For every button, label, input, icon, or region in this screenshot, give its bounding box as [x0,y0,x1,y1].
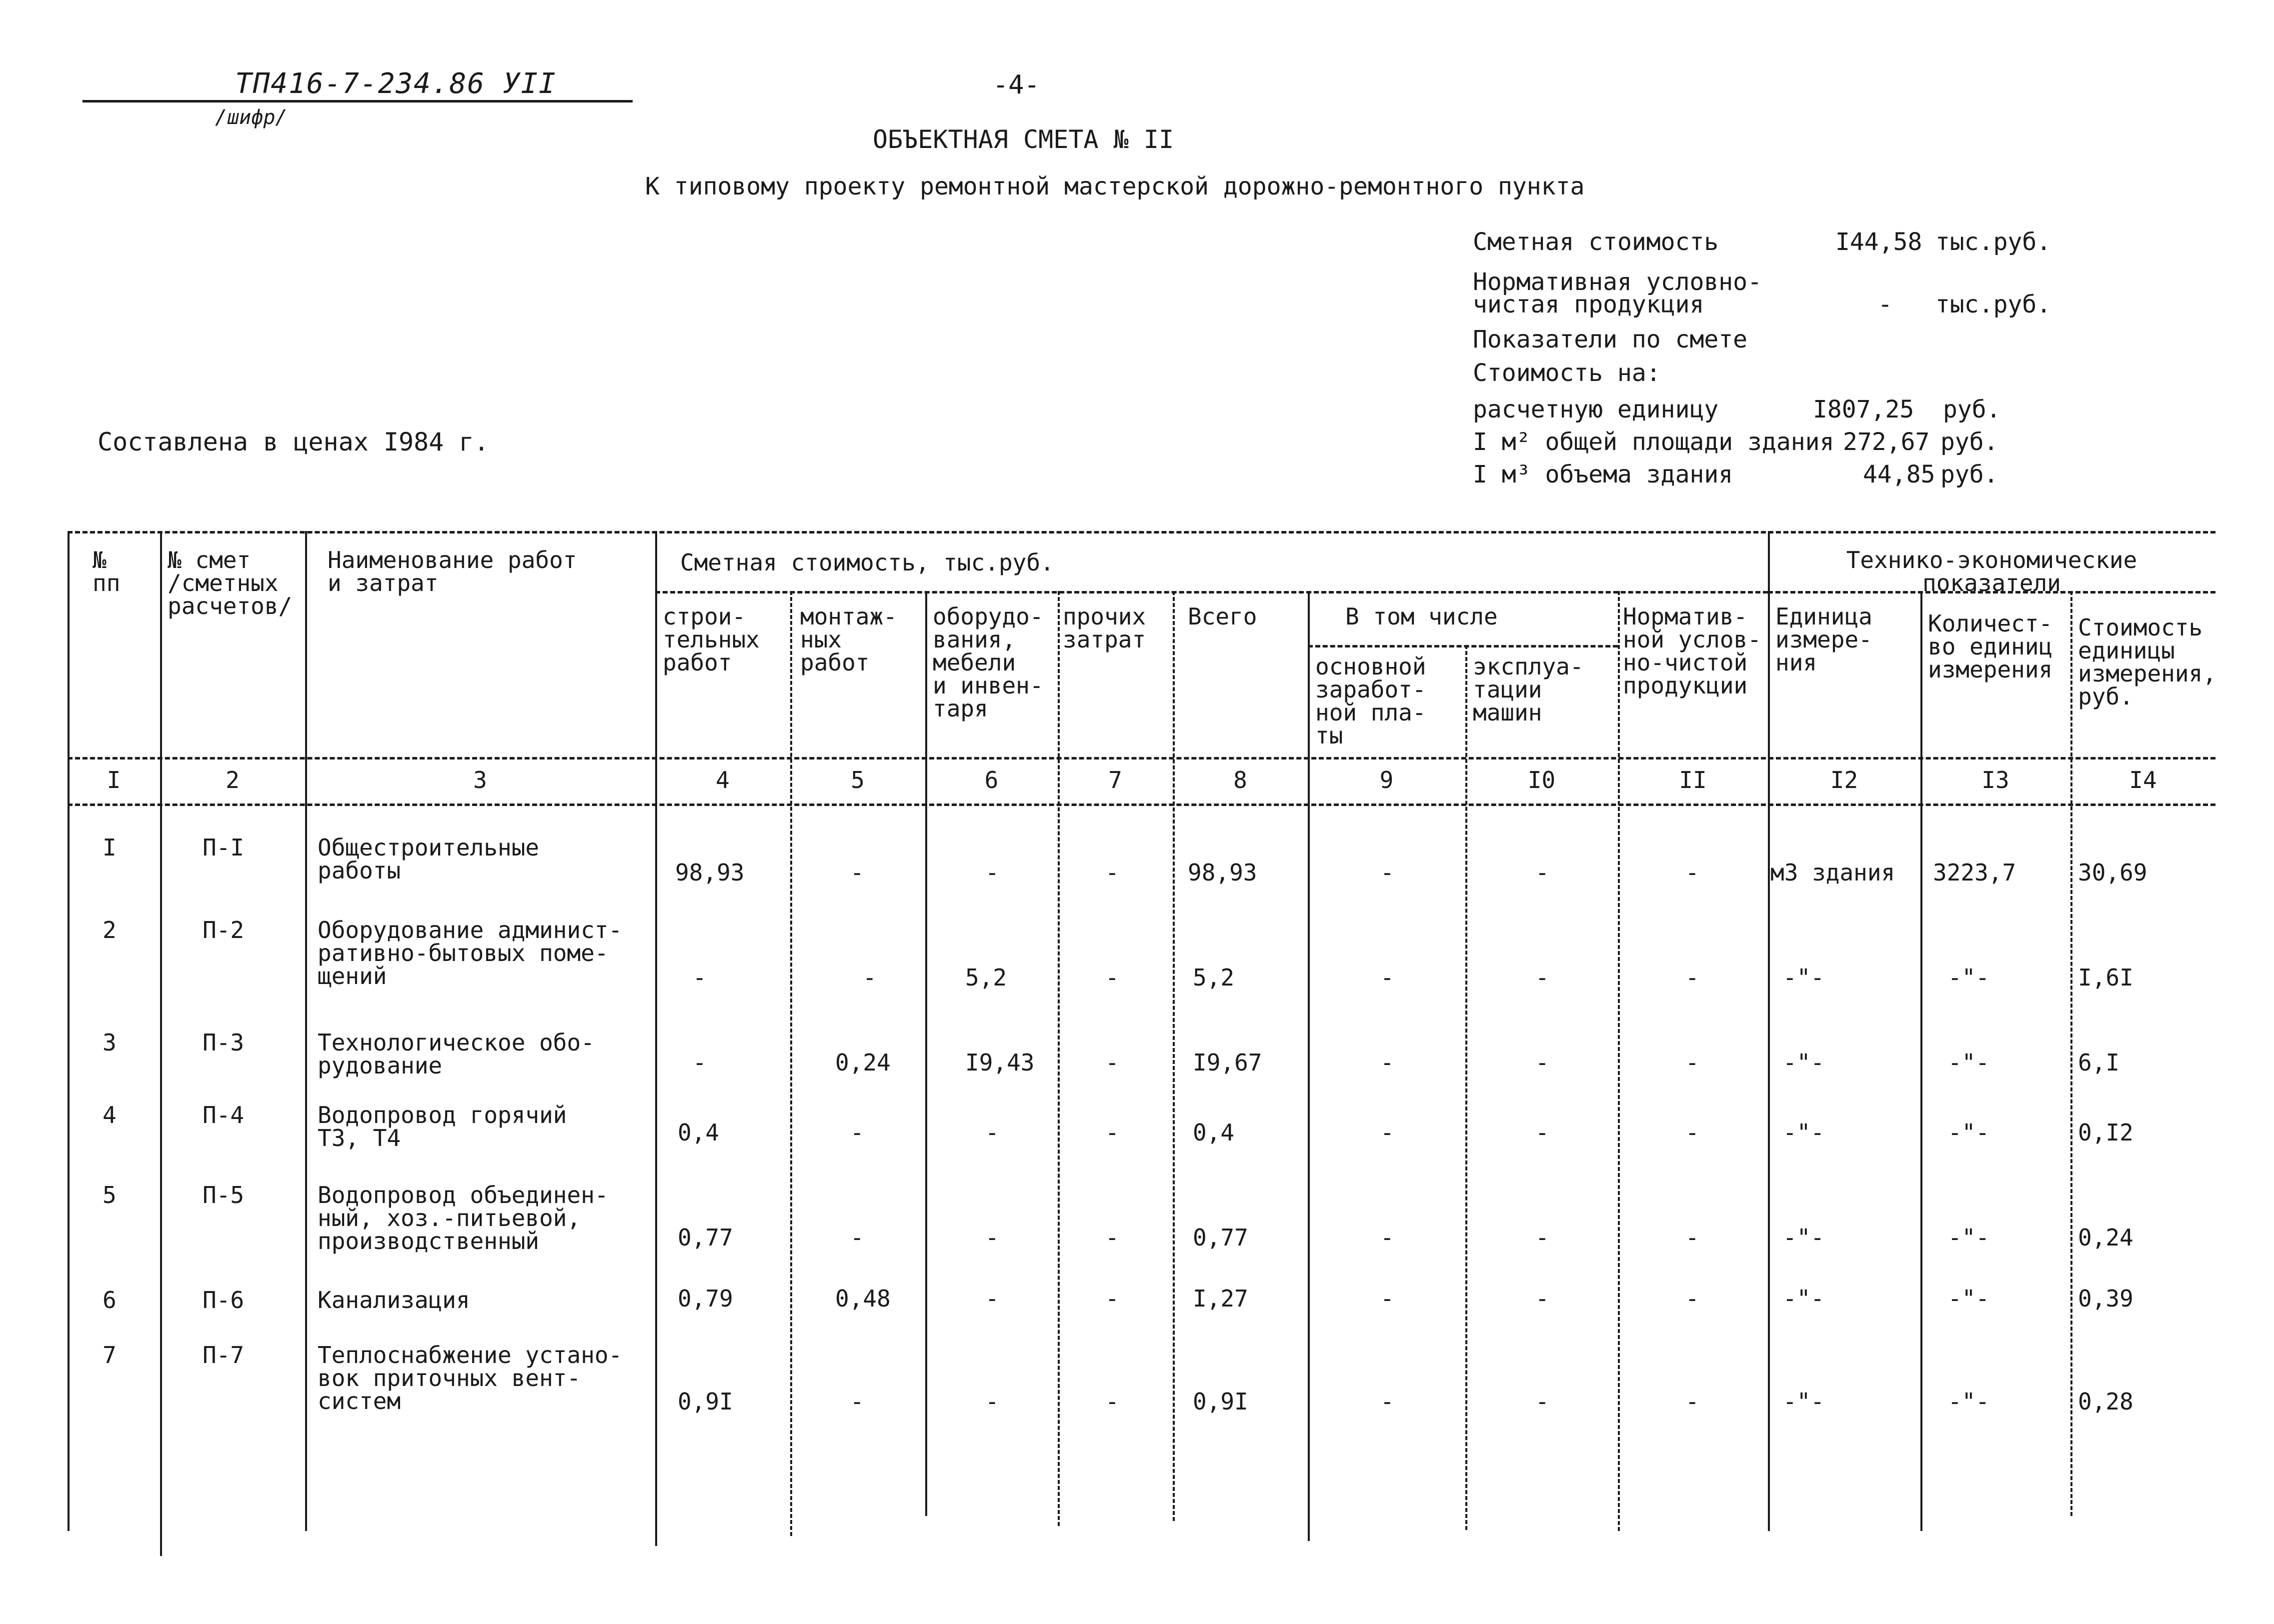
col-border-13 [2070,591,2072,1516]
col-border-5 [925,591,927,1516]
row-estimate: П-5 [203,1182,245,1208]
header-other-costs: прочих затрат [1063,603,1146,653]
norm-unit: тыс.руб. [1935,290,2051,318]
row-c4: 0,9I [678,1388,733,1415]
row-c5: - [863,964,877,991]
col-border-6 [1058,591,1060,1526]
row-c12: -"- [1783,1119,1825,1146]
area-label: I м² общей площади здания [1473,428,1834,456]
row-c10: - [1535,859,1549,886]
row-c4: 0,4 [678,1119,720,1146]
indicators-label: Показатели по смете [1473,326,1748,354]
row-c10: - [1535,1049,1549,1076]
colnum-12: I2 [1830,766,1858,794]
estimate-table [68,531,2215,1556]
row-estimate: П-3 [203,1029,245,1056]
row-c13: -"- [1948,964,1990,991]
row-estimate: П-7 [203,1342,245,1368]
row-name: Теплоснабжение устано- вок приточных вент- систем [318,1342,623,1414]
cipher-label: /шифр/ [215,106,288,129]
table-top-rule [68,531,2215,534]
area-value: 272,67 [1843,428,1930,456]
row-c4: - [693,964,707,991]
col-border-10 [1618,591,1620,1531]
page-number: -4- [993,70,1040,100]
norm-value: - [1878,290,1892,318]
row-c6: - [985,1388,999,1415]
row-name: Общестроительные работы [318,834,540,884]
row-number: I [103,834,117,861]
document-cipher: ТП416-7-234.86 УII [235,68,557,100]
row-c9: - [1380,1119,1394,1146]
row-c5: - [850,1119,864,1146]
row-c12: -"- [1783,1049,1825,1076]
colnum-2: 2 [226,766,240,794]
row-c7: - [1105,1388,1119,1415]
volume-value: 44,85 [1863,460,1935,488]
header-including: В том числе [1345,603,1498,630]
header-equipment: оборудо- вания, мебели и инвен- таря [933,603,1044,722]
document-subtitle: К типовому проекту ремонтной мастерской дорожно-ремонтного пункта [645,172,1585,200]
row-c13: -"- [1948,1388,1990,1415]
row-c14: I,6I [2078,964,2133,991]
volume-label: I м³ объема здания [1473,460,1733,488]
norm-label-1: Нормативная условно- [1473,268,1762,296]
incl-group-rule [1308,645,1618,648]
col-border-12 [1920,591,1922,1531]
row-c13: -"- [1948,1049,1990,1076]
row-c10: - [1535,1119,1549,1146]
row-c5: 0,48 [835,1285,891,1312]
unit-value: I807,25 [1813,396,1914,424]
row-c14: 0,28 [2078,1388,2133,1415]
colnum-10: I0 [1527,766,1556,794]
row-c9: - [1380,964,1394,991]
row-c4: 0,77 [678,1224,733,1251]
row-number: 5 [103,1182,117,1208]
row-number: 2 [103,916,117,944]
col-border-11 [1768,531,1770,1531]
row-c6: I9,43 [965,1049,1035,1076]
norm-label-2: чистая продукция [1473,290,1704,318]
row-c9: - [1380,859,1394,886]
row-c6: - [985,1119,999,1146]
row-c13: -"- [1948,1224,1990,1251]
volume-unit: руб. [1940,460,1998,488]
row-c5: - [850,859,864,886]
row-name: Водопровод горячий Т3, Т4 [318,1102,567,1152]
row-c11: - [1685,1224,1699,1251]
cost-unit: тыс.руб. [1935,228,2051,256]
row-c11: - [1685,1388,1699,1415]
row-c7: - [1105,964,1119,991]
area-unit: руб. [1940,428,1998,456]
row-estimate: П-2 [203,916,245,944]
cipher-underline [83,100,633,102]
row-c13: 3223,7 [1933,859,2016,886]
colnum-4: 4 [716,766,730,794]
colnum-11: II [1679,766,1707,794]
row-estimate: П-I [203,834,245,861]
row-c7: - [1105,1224,1119,1251]
row-c8: I9,67 [1193,1049,1262,1076]
header-estimate-number: № смет /сметных расчетов/ [168,546,293,620]
row-c12: -"- [1783,1285,1825,1312]
row-c14: 0,24 [2078,1224,2133,1251]
row-estimate: П-4 [203,1102,245,1128]
cost-group-rule [655,591,1768,594]
row-c14: 0,39 [2078,1285,2133,1312]
row-c4: - [693,1049,707,1076]
row-c9: - [1380,1049,1394,1076]
header-unit-of-measure: Единица измере- ния [1775,603,1872,676]
prices-note: Составлена в ценах I984 г. [98,428,489,456]
row-number: 4 [103,1102,117,1128]
col-border-1 [160,531,162,1556]
row-c8: 98,93 [1188,859,1257,886]
unit-label: расчетную единицу [1473,396,1719,424]
row-c12: -"- [1783,964,1825,991]
row-c11: - [1685,1049,1699,1076]
row-c13: -"- [1948,1119,1990,1146]
row-c11: - [1685,1119,1699,1146]
row-c10: - [1535,1285,1549,1312]
row-number: 6 [103,1286,117,1314]
row-c8: 0,77 [1193,1224,1248,1251]
row-c10: - [1535,1388,1549,1415]
header-installation-works: монтаж- ных работ [800,603,897,676]
row-c9: - [1380,1388,1394,1415]
row-number: 7 [103,1342,117,1368]
row-name: Канализация [318,1286,470,1314]
colnum-13: I3 [1981,766,2009,794]
header-normative-production: Норматив- ной услов- но-чистой продукции [1623,603,1761,699]
header-total: Всего [1188,603,1257,630]
header-base-wages: основной заработ- ной пла- ты [1315,653,1426,749]
row-c8: 0,9I [1193,1388,1248,1415]
row-c5: - [850,1224,864,1251]
header-work-name: Наименование работ и затрат [328,546,577,596]
row-c7: - [1105,1049,1119,1076]
colnum-14: I4 [2129,766,2157,794]
header-tech-group: Технико-экономические показатели [1846,546,2137,596]
header-bottom-rule [68,757,2215,760]
row-c12: -"- [1783,1224,1825,1251]
row-c12: м3 здания [1770,859,1895,886]
row-c12: -"- [1783,1388,1825,1415]
row-c5: - [850,1388,864,1415]
colnum-bottom-rule [68,804,2215,806]
col-border-2 [305,531,307,1531]
row-c6: 5,2 [965,964,1007,991]
row-c10: - [1535,1224,1549,1251]
row-c4: 0,79 [678,1285,733,1312]
colnum-9: 9 [1379,766,1394,794]
row-c8: 5,2 [1193,964,1235,991]
row-c10: - [1535,964,1549,991]
col-border-8 [1308,591,1310,1541]
unit-unit: руб. [1943,396,2001,424]
header-machine-operation: эксплуа- тации машин [1473,653,1584,726]
row-c9: - [1380,1224,1394,1251]
row-estimate: П-6 [203,1286,245,1314]
cost-label: Сметная стоимость [1473,228,1719,256]
row-c14: 6,I [2078,1049,2120,1076]
row-c6: - [985,1285,999,1312]
cost-per-label: Стоимость на: [1473,359,1661,387]
row-c7: - [1105,1119,1119,1146]
col-border-3 [655,531,657,1546]
row-name: Оборудование админист- ративно-бытовых поме- щений [318,916,623,990]
row-c14: 0,I2 [2078,1119,2133,1146]
row-c8: I,27 [1193,1285,1248,1312]
row-c11: - [1685,1285,1699,1312]
row-c11: - [1685,964,1699,991]
row-c13: -"- [1948,1285,1990,1312]
row-name: Технологическое обо- рудование [318,1029,595,1079]
row-c9: - [1380,1285,1394,1312]
row-c11: - [1685,859,1699,886]
header-quantity: Количест- во единиц измерения [1928,610,2053,683]
row-c7: - [1105,859,1119,886]
header-unit-cost: Стоимость единицы измерения, руб. [2078,614,2216,710]
row-c4: 98,93 [675,859,745,886]
header-number: № пп [93,546,121,596]
row-c7: - [1105,1285,1119,1312]
row-name: Водопровод объединен- ный, хоз.-питьевой, производственный [318,1182,609,1254]
cost-value: I44,58 [1835,228,1922,256]
col-border-0 [68,531,70,1531]
document-title: ОБЪЕКТНАЯ СМЕТА № II [873,125,1174,154]
col-border-4 [790,591,792,1536]
row-c5: 0,24 [835,1049,891,1076]
colnum-5: 5 [851,766,865,794]
colnum-6: 6 [984,766,999,794]
row-c6: - [985,859,999,886]
row-c8: 0,4 [1193,1119,1235,1146]
row-c14: 30,69 [2078,859,2147,886]
colnum-7: 7 [1108,766,1122,794]
row-c6: - [985,1224,999,1251]
col-border-7 [1173,591,1175,1521]
header-construction-works: строи- тельных работ [663,603,760,676]
colnum-1: I [107,766,121,794]
colnum-8: 8 [1233,766,1247,794]
colnum-3: 3 [473,766,487,794]
header-cost-group: Сметная стоимость, тыс.руб. [680,549,1054,576]
row-number: 3 [103,1029,117,1056]
